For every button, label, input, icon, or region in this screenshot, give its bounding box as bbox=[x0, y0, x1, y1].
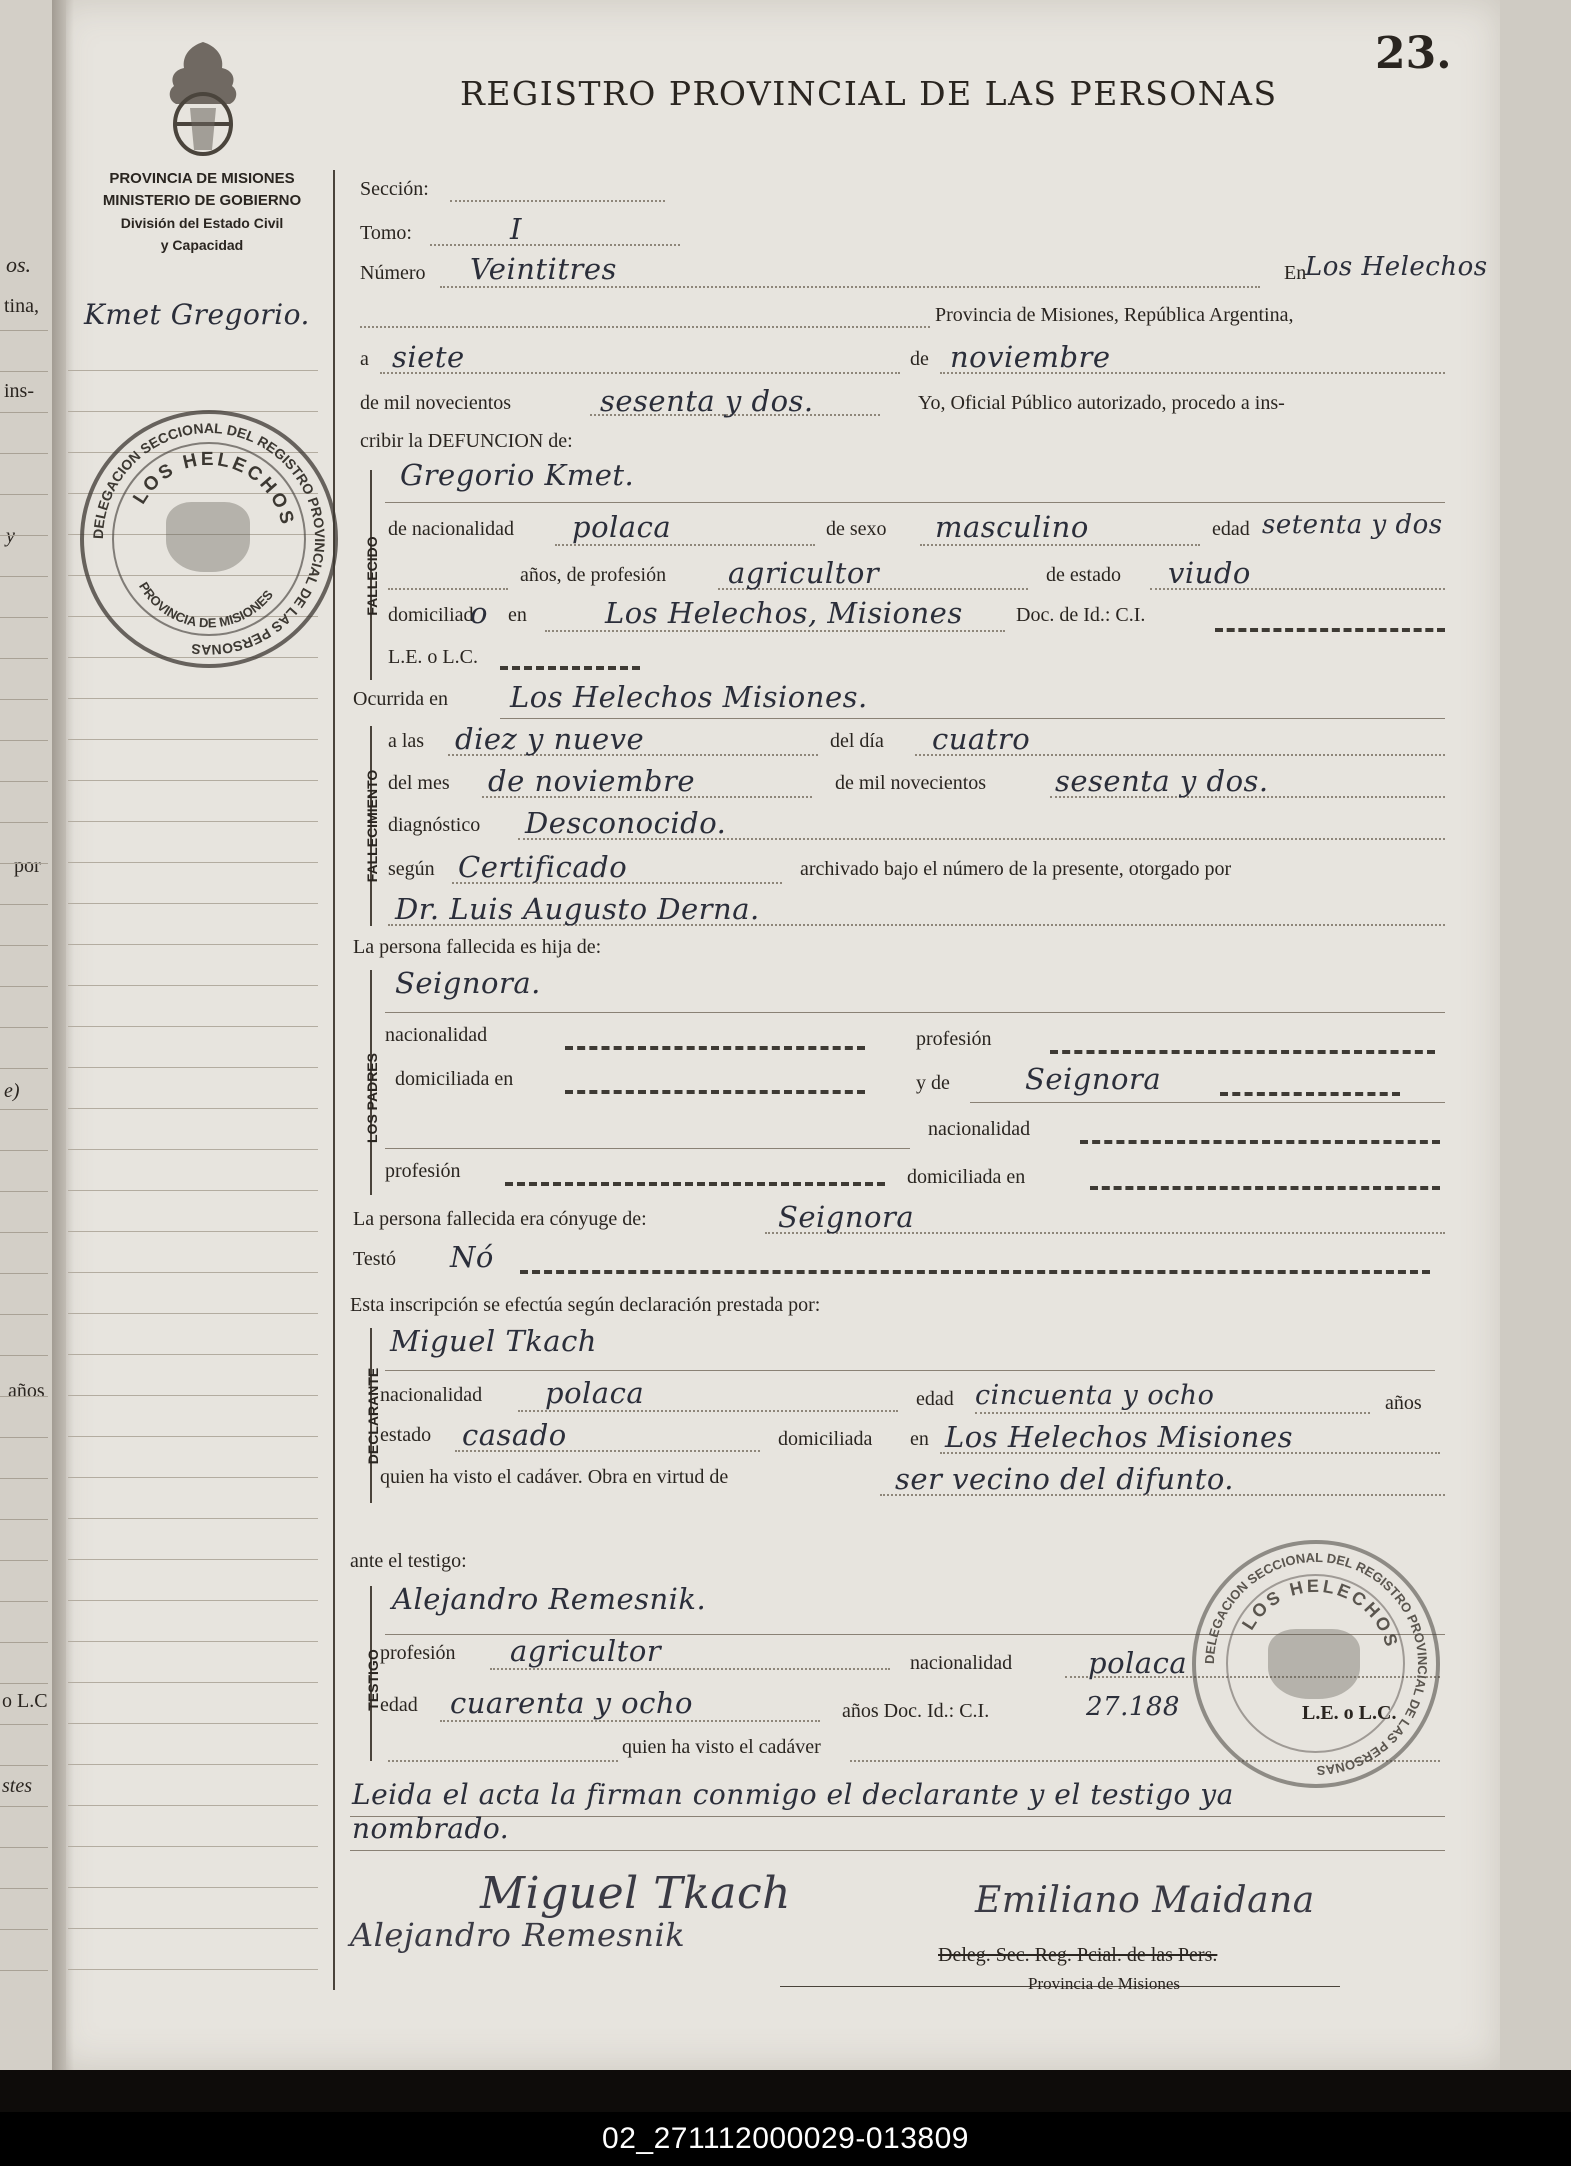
office-line-2: MINISTERIO DE GOBIERNO bbox=[102, 192, 302, 209]
inscribir-text: cribir la DEFUNCION de: bbox=[360, 430, 573, 452]
padre-domicilio-label: domiciliada en bbox=[395, 1068, 514, 1090]
margin-name: Kmet Gregorio. bbox=[84, 298, 310, 331]
fallecimiento-section-label: FALLECIMIENTO bbox=[364, 769, 380, 883]
right-stamp-center-text: LOS HELECHOS bbox=[1238, 1575, 1403, 1652]
left-ruled-line bbox=[68, 1108, 318, 1109]
left-page-ruled-line bbox=[0, 1970, 48, 1971]
declarante-estado-label: estado bbox=[380, 1424, 432, 1446]
left-ruled-line bbox=[68, 1969, 318, 1970]
testigo-ante-label: ante el testigo: bbox=[350, 1550, 467, 1572]
oficial-text: Yo, Oficial Público autorizado, procedo a ins- bbox=[918, 392, 1285, 414]
left-page-ruled-line bbox=[0, 617, 48, 618]
left-page-ruled-line bbox=[0, 330, 48, 331]
left-ruled-line bbox=[68, 739, 318, 740]
left-ruled-line bbox=[68, 862, 318, 863]
left-page-ruled-line bbox=[0, 371, 48, 372]
left-page-ruled-line bbox=[0, 1109, 48, 1110]
en-value: Los Helechos bbox=[1305, 252, 1488, 282]
left-ruled-line bbox=[68, 1559, 318, 1560]
mes-fallecimiento: de noviembre bbox=[488, 764, 695, 798]
fallecido-domicilio: Los Helechos, Misiones bbox=[605, 596, 963, 630]
testigo-visto-text: quien ha visto el cadáver bbox=[622, 1736, 821, 1758]
left-ruled-line bbox=[68, 1313, 318, 1314]
left-ruled-line bbox=[68, 821, 318, 822]
left-ruled-line bbox=[68, 1928, 318, 1929]
hora-value: diez y nueve bbox=[455, 722, 645, 756]
declarante-nacionalidad-label: nacionalidad bbox=[380, 1384, 483, 1406]
a-label: a bbox=[360, 348, 369, 370]
fallecido-estado-label: de estado bbox=[1046, 564, 1121, 586]
declarante-en-label: en bbox=[910, 1428, 929, 1450]
page-title: REGISTRO PROVINCIAL DE LAS PERSONAS bbox=[460, 74, 1278, 113]
mes-value: noviembre bbox=[950, 340, 1111, 374]
left-fragment-3: ins- bbox=[4, 380, 34, 402]
left-page-ruled-line bbox=[0, 1683, 48, 1684]
fallecido-domiciliado-label: domiciliad bbox=[388, 604, 474, 626]
testigo-nacionalidad: polaca bbox=[1088, 1646, 1188, 1680]
left-page-ruled-line bbox=[0, 1150, 48, 1151]
left-ruled-line bbox=[68, 1846, 318, 1847]
left-page-ruled-line bbox=[0, 1478, 48, 1479]
left-page-ruled-line bbox=[0, 1642, 48, 1643]
left-page-ruled-line bbox=[0, 1888, 48, 1889]
left-fragment-1: os. bbox=[6, 252, 32, 277]
left-ruled-line bbox=[68, 780, 318, 781]
padre-nombre: Seignora. bbox=[395, 966, 541, 1000]
del-dia-label: del día bbox=[830, 730, 884, 752]
left-fragment-7: años bbox=[8, 1380, 45, 1402]
fallecido-nombre: Gregorio Kmet. bbox=[400, 458, 635, 492]
fallecimiento-anio: sesenta y dos. bbox=[1055, 764, 1269, 798]
left-ruled-line bbox=[68, 944, 318, 945]
testigo-edad-label: edad bbox=[380, 1694, 418, 1716]
fallecido-edad-label: edad bbox=[1212, 518, 1250, 540]
left-page-ruled-line bbox=[0, 535, 48, 536]
fallecido-doc-label: Doc. de Id.: C.I. bbox=[1016, 604, 1146, 626]
document-id: 02_271112000029-013809 bbox=[602, 2122, 969, 2155]
left-ruled-line bbox=[68, 1805, 318, 1806]
national-coat-of-arms-icon bbox=[160, 38, 246, 158]
diagnostico-label: diagnóstico bbox=[388, 814, 481, 836]
left-ruled-line bbox=[68, 903, 318, 904]
left-page-ruled-line bbox=[0, 822, 48, 823]
left-ruled-line bbox=[68, 1067, 318, 1068]
madre-profesion-label: profesión bbox=[385, 1160, 461, 1182]
dia-value: siete bbox=[392, 340, 465, 374]
office-line-1: PROVINCIA DE MISIONES bbox=[109, 170, 295, 187]
left-fragment-8: o L.C bbox=[2, 1690, 48, 1712]
left-page-ruled-line bbox=[0, 781, 48, 782]
testo-label: Testó bbox=[353, 1248, 397, 1270]
cierre-linea-1: Leida el acta la firman conmigo el declarante y el testigo ya bbox=[352, 1778, 1234, 1811]
segun-label: según bbox=[388, 858, 435, 880]
declarante-edad-label: edad bbox=[916, 1388, 954, 1410]
office-block bbox=[62, 168, 342, 256]
en-label: En bbox=[1284, 262, 1307, 284]
firma-declarante: Miguel Tkach bbox=[480, 1868, 791, 1919]
left-ruled-line bbox=[68, 1436, 318, 1437]
left-fragment-2: tina, bbox=[4, 295, 39, 317]
conyuge-label: La persona fallecida era cónyuge de: bbox=[353, 1208, 647, 1230]
declarante-estado: casado bbox=[462, 1418, 567, 1452]
diagnostico-value: Desconocido. bbox=[525, 806, 727, 840]
left-page-ruled-line bbox=[0, 1396, 48, 1397]
left-page-ruled-line bbox=[0, 699, 48, 700]
conyuge-value: Seignora bbox=[778, 1200, 915, 1234]
left-ruled-line bbox=[68, 1518, 318, 1519]
left-ruled-line bbox=[68, 1149, 318, 1150]
declarante-obra: ser vecino del difunto. bbox=[895, 1462, 1235, 1496]
right-stamp-lettering bbox=[1192, 1540, 1440, 1788]
fallecido-profesion: agricultor bbox=[728, 556, 880, 590]
provincia-oficial: Provincia de Misiones bbox=[1028, 1974, 1181, 1993]
numero-label: Número bbox=[360, 262, 426, 284]
left-page-ruled-line bbox=[0, 494, 48, 495]
anio-label: de mil novecientos bbox=[360, 392, 512, 414]
de-label: de bbox=[910, 348, 929, 370]
left-fragment-5: por bbox=[14, 855, 41, 877]
fallecido-le-label: L.E. o L.C. bbox=[388, 646, 478, 668]
seccion-label: Sección: bbox=[360, 178, 429, 200]
declarante-visto-text: quien ha visto el cadáver. Obra en virtud de bbox=[380, 1466, 729, 1488]
y-de-label: y de bbox=[916, 1072, 950, 1094]
left-page-ruled-line bbox=[0, 1027, 48, 1028]
fallecido-domiciliado-suffix: o bbox=[470, 596, 488, 630]
left-page-ruled-line bbox=[0, 1847, 48, 1848]
medico-value: Dr. Luis Augusto Derna. bbox=[395, 892, 760, 926]
declarante-intro: Esta inscripción se efectúa según declaración prestada por: bbox=[350, 1294, 821, 1316]
svg-text:PROVINCIA DE MISIONES bbox=[136, 579, 276, 630]
fallecido-sexo-label: de sexo bbox=[826, 518, 887, 540]
left-ruled-line bbox=[68, 1887, 318, 1888]
office-line-3: División del Estado Civil bbox=[120, 215, 284, 231]
left-page-ruled-line bbox=[0, 986, 48, 987]
segun-value: Certificado bbox=[458, 850, 628, 884]
dia-fallecimiento: cuatro bbox=[932, 722, 1031, 756]
declarante-nacionalidad: polaca bbox=[545, 1376, 645, 1410]
left-page-ruled-line bbox=[0, 1765, 48, 1766]
left-page-ruled-line bbox=[0, 658, 48, 659]
book-fold bbox=[52, 0, 74, 2070]
svg-text:LOS HELECHOS bbox=[129, 449, 298, 529]
testo-value: Nó bbox=[450, 1240, 494, 1274]
left-ruled-line bbox=[68, 1600, 318, 1601]
padre-nacionalidad-label: nacionalidad bbox=[385, 1024, 488, 1046]
fallecido-profesion-label: años, de profesión bbox=[520, 564, 667, 586]
left-page-ruled-line bbox=[0, 1519, 48, 1520]
left-page-ruled-line bbox=[0, 1806, 48, 1807]
left-stamp-lower-text: PROVINCIA DE MISIONES bbox=[136, 579, 276, 631]
left-page-ruled-line bbox=[0, 945, 48, 946]
office-line-4: y Capacidad bbox=[160, 237, 244, 253]
left-page-ruled-line bbox=[0, 1437, 48, 1438]
left-ruled-line bbox=[68, 1641, 318, 1642]
left-page-ruled-line bbox=[0, 1068, 48, 1069]
left-page-ruled-line bbox=[0, 863, 48, 864]
fallecimiento-anio-label: de mil novecientos bbox=[835, 772, 987, 794]
left-page-ruled-line bbox=[0, 1314, 48, 1315]
left-page-ruled-line bbox=[0, 1232, 48, 1233]
ocurrida-value: Los Helechos Misiones. bbox=[510, 680, 868, 714]
archivado-text: archivado bajo el número de la presente, otorgado por bbox=[800, 858, 1232, 880]
testigo-doc: 27.188 bbox=[1086, 1692, 1180, 1722]
left-ruled-line bbox=[68, 1026, 318, 1027]
padres-section-label: LOS PADRES bbox=[364, 1053, 380, 1143]
fallecido-nacionalidad: polaca bbox=[572, 510, 672, 544]
left-fragment-4: y bbox=[6, 525, 15, 547]
fallecido-en-label: en bbox=[508, 604, 527, 626]
fallecido-edad: setenta y dos bbox=[1262, 510, 1443, 540]
left-ruled-line bbox=[68, 1682, 318, 1683]
left-ruled-line bbox=[68, 1272, 318, 1273]
left-fragment-6: e) bbox=[4, 1080, 20, 1102]
testigo-nombre: Alejandro Remesnik. bbox=[392, 1582, 707, 1616]
left-ruled-line bbox=[68, 1477, 318, 1478]
svg-text:LOS HELECHOS bbox=[1238, 1576, 1402, 1651]
testigo-le-label: L.E. o L.C. bbox=[1302, 1702, 1397, 1724]
left-page-ruled-line bbox=[0, 1560, 48, 1561]
provincia-text: Provincia de Misiones, República Argentina, bbox=[935, 304, 1294, 326]
left-page-ruled-line bbox=[0, 740, 48, 741]
left-ruled-line bbox=[68, 1354, 318, 1355]
left-ruled-line bbox=[68, 1723, 318, 1724]
declarante-nombre: Miguel Tkach bbox=[390, 1324, 597, 1358]
testigo-edad: cuarenta y ocho bbox=[450, 1686, 694, 1720]
tomo-value: I bbox=[510, 212, 522, 246]
left-page-ruled-line bbox=[0, 1724, 48, 1725]
declarante-section-label: DECLARANTE bbox=[365, 1367, 381, 1465]
document-id-bar bbox=[0, 2112, 1571, 2166]
left-ruled-line bbox=[68, 985, 318, 986]
left-ruled-line bbox=[68, 1395, 318, 1396]
hija-label: La persona fallecida es hija de: bbox=[353, 936, 602, 958]
left-page-ruled-line bbox=[0, 453, 48, 454]
testigo-nacionalidad-label: nacionalidad bbox=[910, 1652, 1013, 1674]
firma-testigo: Alejandro Remesnik bbox=[350, 1916, 686, 1954]
anio-value: sesenta y dos. bbox=[600, 384, 814, 418]
fallecido-estado: viudo bbox=[1168, 556, 1251, 590]
left-ruled-line bbox=[68, 1764, 318, 1765]
testigo-profesion: agricultor bbox=[510, 1634, 662, 1668]
left-ruled-line bbox=[68, 1190, 318, 1191]
declarante-domicilio: Los Helechos Misiones bbox=[945, 1420, 1293, 1454]
left-page-ruled-line bbox=[0, 576, 48, 577]
testigo-section-label: TESTIGO bbox=[365, 1649, 381, 1711]
firma-oficial: Emiliano Maidana bbox=[975, 1880, 1315, 1921]
left-page-ruled-line bbox=[0, 1273, 48, 1274]
tomo-label: Tomo: bbox=[360, 222, 412, 244]
testigo-doc-label: años Doc. Id.: C.I. bbox=[842, 1700, 990, 1722]
left-stamp-outer-text: DELEGACION SECCIONAL DEL REGISTRO PROVINCIAL DE LAS PERSONAS bbox=[89, 419, 329, 659]
left-page-ruled-line bbox=[0, 904, 48, 905]
declarante-domiciliada-label: domiciliada bbox=[778, 1428, 873, 1450]
right-page-edge bbox=[1500, 0, 1571, 2070]
cargo-oficial: Deleg. Sec. Reg. Pcial. de las Pers. bbox=[938, 1944, 1218, 1966]
left-page-ruled-line bbox=[0, 1601, 48, 1602]
a-las-label: a las bbox=[388, 730, 425, 752]
left-fragment-9: stes bbox=[2, 1775, 32, 1797]
fallecido-section-label: FALLECIDO bbox=[364, 536, 380, 616]
fallecido-sexo: masculino bbox=[935, 510, 1089, 544]
padre-profesion-label: profesión bbox=[916, 1028, 992, 1050]
numero-value: Veintitres bbox=[470, 252, 617, 286]
declarante-edad: cincuenta y ocho bbox=[975, 1380, 1215, 1411]
del-mes-label: del mes bbox=[388, 772, 450, 794]
left-page-ruled-line bbox=[0, 1355, 48, 1356]
right-stamp-outer-text: DELEGACION SECCIONAL DEL REGISTRO PROVINCIAL DE LAS PERSONAS bbox=[1201, 1549, 1431, 1779]
madre-nacionalidad-label: nacionalidad bbox=[928, 1118, 1031, 1140]
fallecido-nacionalidad-label: de nacionalidad bbox=[388, 518, 515, 540]
declarante-anios-label: años bbox=[1385, 1392, 1422, 1414]
ocurrida-label: Ocurrida en bbox=[353, 688, 448, 710]
left-page-ruled-line bbox=[0, 1191, 48, 1192]
page-number: 23. bbox=[1375, 28, 1452, 79]
left-page-ruled-line bbox=[0, 412, 48, 413]
madre-nombre: Seignora bbox=[1025, 1062, 1162, 1096]
left-stamp-lettering bbox=[80, 410, 338, 668]
left-stamp-center-text: LOS HELECHOS bbox=[129, 448, 299, 530]
left-page-ruled-line bbox=[0, 1929, 48, 1930]
cierre-linea-2: nombrado. bbox=[352, 1812, 510, 1845]
left-ruled-line bbox=[68, 698, 318, 699]
testigo-profesion-label: profesión bbox=[380, 1642, 456, 1664]
left-ruled-line bbox=[68, 370, 318, 371]
left-ruled-line bbox=[68, 1231, 318, 1232]
madre-domicilio-label: domiciliada en bbox=[907, 1166, 1026, 1188]
